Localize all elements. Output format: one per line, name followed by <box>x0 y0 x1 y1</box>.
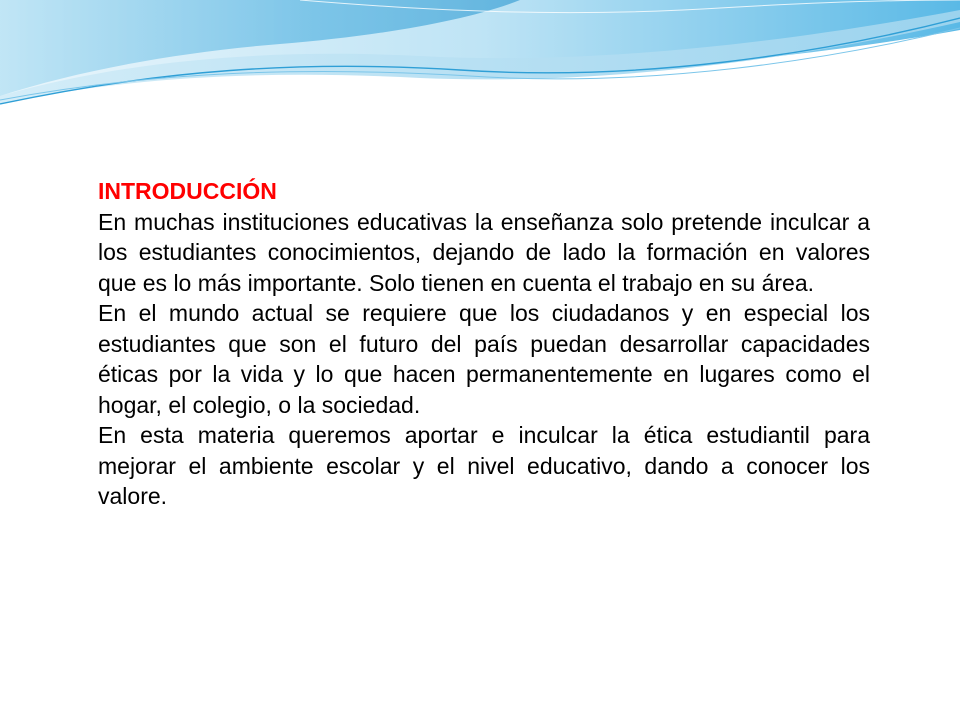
section-heading: INTRODUCCIÓN <box>98 178 277 204</box>
content-block <box>98 176 870 512</box>
paragraph-3: En esta materia queremos aportar e inculcar la ética estudiantil para mejorar el ambiente escolar y el nivel educativo, dando a conocer los valore. <box>98 422 870 509</box>
paragraph-2: En el mundo actual se requiere que los ciudadanos y en especial los estudiantes que son el futuro del país puedan desarrollar capacidades éticas por la vida y lo que hacen permanentemente en lugares como el hogar, el colegio, o la sociedad. <box>98 300 870 418</box>
paragraph-1: En muchas instituciones educativas la enseñanza solo pretende inculcar a los estudiantes conocimientos, dejando de lado la formación en valores que es lo más importante. Solo tienen en cuenta el trabajo en su área. <box>98 208 870 296</box>
wave-header-decoration <box>0 0 960 120</box>
